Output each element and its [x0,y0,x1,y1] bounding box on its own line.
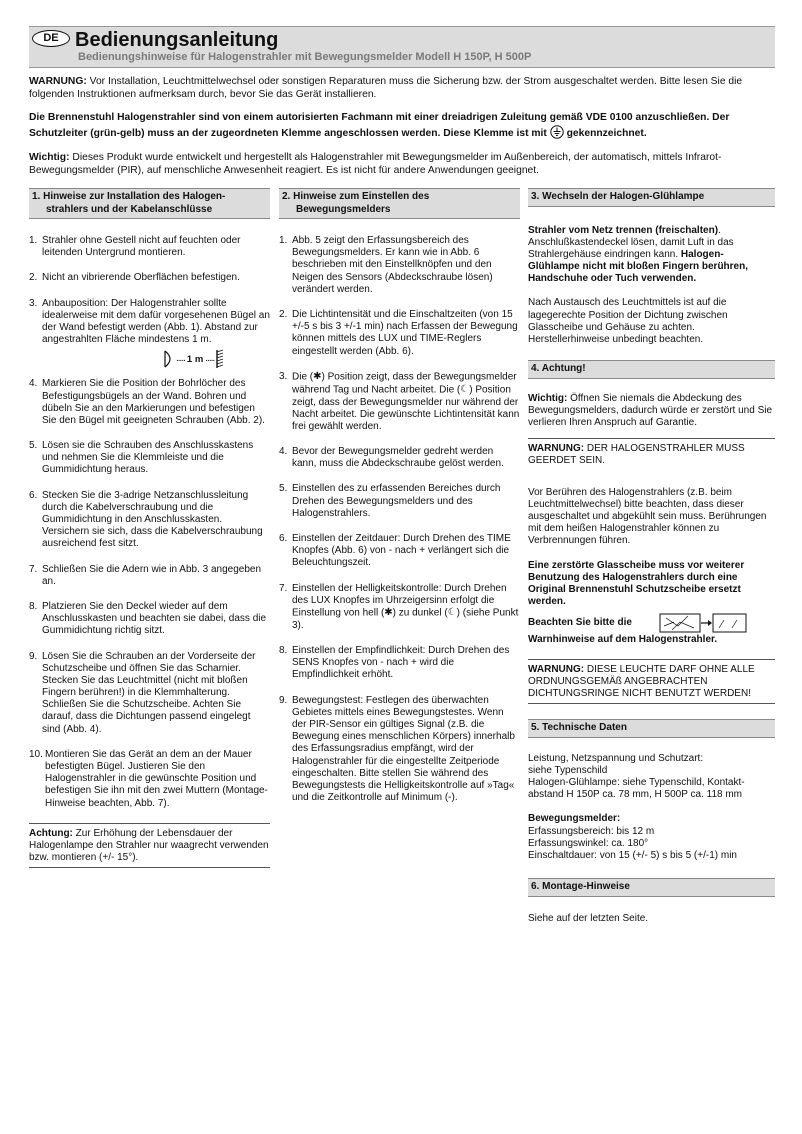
list-item: 5. Einstellen des zu erfassenden Bereiches durch Drehen des Bewegungsmelders und des Halogenstrahlers. [279,483,501,519]
observe-line2: Warnhinweise auf dem Halogenstrahler. [528,634,718,646]
wall-icon [214,349,226,369]
tech-data-motion: Bewegungsmelder: Erfassungsbereich: bis 12 m Erfassungswinkel: ca. 180° Einschaltdauer: von 15 (+/- 5) s bis 5 (+/-1) min [528,813,737,861]
important-text: Dieses Produkt wurde entwickelt und hergestellt als Halogenstrahler mit Bewegungsmelder im Außenbereich, der automatisch, mittels Infrarot-Bewegungsmelder (PIR), auf menschliche Anwesenheit reagiert. Es ist nicht für andere Anwendungen geeignet. [29,152,722,176]
observe-warnings [528,612,775,646]
moon-icon: ☾ [460,383,470,395]
document-subtitle: Bedienungshinweise für Halogenstrahler mit Bewegungsmelder Modell H 150P, H 500P [78,51,532,63]
list-item: 8. Einstellen der Empfindlichkeit: Durch Drehen des SENS Knopfes von - nach + wird die Empfindlichkeit erhöht. [279,645,510,681]
distance-label: 1 m [186,353,204,365]
dotted-line-left: ..... [176,353,185,365]
list-item: 7. Schließen Sie die Adern wie in Abb. 3 angegeben an. [29,563,262,587]
grounding-warning: WARNUNG: DER HALOGENSTRAHLER MUSS GEERDET SEIN. [528,438,775,470]
list-item: 6. Einstellen der Zeitdauer: Durch Drehen des TIME Knopfes (Abb. 6) von - nach + verlängert sich die Beleuchtungszeit. [279,533,511,569]
section-4-heading: 4. Achtung! [528,360,775,379]
section-2-title-line2: Bewegungsmelders [296,203,391,215]
section-1-title-line1: 1. Hinweise zur Installation des Halogen- [32,191,226,202]
lifetime-note [29,823,270,869]
list-item: 4. Markieren Sie die Position der Bohrlöcher des Befestigungsbügels an der Wand. Bohren und dübeln Sie an den Markierungen und befestigen Sie den Bügel mit geeigneten Schrauben (Abb. 2). [29,378,265,426]
list-item: 2. Nicht an vibrierende Oberflächen befestigen. [29,272,240,284]
mounting-reference-text: Siehe auf der letzten Seite. [528,912,649,924]
installation-steps [29,235,270,810]
motion-sensor-steps [279,235,520,804]
list-item: 6. Stecken Sie die 3-adrige Netzanschlussleitung durch die Kabelverschraubung und die Gummidichtung in den Anschlusskasten. Versichern sie sich, dass die Kabelverschraubung ausreichend fest sitzt. [29,489,263,550]
seal-ring-warning: WARNUNG: DIESE LEUCHTE DARF OHNE ALLE ORDNUNGSGEMÄß ANGEBRACHTEN DICHTUNGSRINGE NICHT BENUTZT WERDEN! [528,659,775,705]
note-label: Achtung: [29,827,73,839]
section-3-heading: 3. Wechseln der Halogen-Glühlampe [528,188,775,207]
cover-warning-text: Wichtig: Öffnen Sie niemals die Abdeckung des Bewegungsmelders, dadurch würde er zerstört und Sie verlieren Ihren Anspruch auf Garantie. [528,392,773,429]
moon-icon: ☾ [447,606,457,618]
protective-earth-icon [550,125,564,139]
important-label: Wichtig: [29,152,70,163]
sun-icon: ✱ [313,370,322,382]
sun-icon: ✱ [384,606,393,618]
column-installation [29,188,270,868]
observe-line1: Beachten Sie bitte die [528,617,632,629]
lamp-change-text: Strahler vom Netz trennen (freischalten). Anschlußkastendeckel lösen, damit Luft in das Strahlergehäuse eindringen kann. Halogen-Glühlampe nicht mit bloßen Fingern berühren, Handschuhe oder Tuch verwenden. [528,224,749,285]
broken-glass-replacement-icon [658,612,748,634]
list-item: 2. Die Lichtintensität und die Einschaltzeiten (von 15 +/-5 s bis 3 +/-1 min) nach Erfassen der Bewegung können mittels des LUX und TIME-Reglers eingestellt werden (Abb. 6). [279,308,518,357]
list-item: 3. Anbauposition: Der Halogenstrahler sollte idealerweise mit dem dafür vorgesehenen Bügel an der Wand befestigt werden (Abb. 1). Abstand zur angestrahlten Fläche mindestens 1 m. ..... 1 m ..... [29,298,270,371]
section-2-title-line1: 2. Hinweise zum Einstellen des [282,191,430,202]
touch-warning-text: Vor Berühren des Halogenstrahlers (z.B. beim Leuchtmittelwechsel) bitte beachten, dass dieser ausgeschaltet und abgekühlt sein muss. Berührungen mit dem heißen Halogenstrahler können zu Verbrennungen führen. [528,486,767,547]
list-item: 9. Lösen Sie die Schrauben an der Vorderseite der Schutzscheibe und öffnen Sie das Scharnier. Stecken Sie das Leuchtmittel (nicht mit bloßen Fingern berühren!) in die Klemmhalterung. Schließen Sie die Schutzscheibe. Achten Sie darauf, dass die Dichtungen passend eingelegt sind (Abb. 4). [29,650,256,735]
tech-data-general: Leistung, Netzspannung und Schutzart: siehe Typenschild Halogen-Glühlampe: siehe Typenschild, Kontakt- abstand H 150P ca. 78 mm, H 500P ca. 118 mm [528,752,745,801]
section-5-heading: 5. Technische Daten [528,719,775,738]
list-item: 1. Abb. 5 zeigt den Erfassungsbereich des Bewegungsmelders. Er kann wie in Abb. 6 beschrieben mit den Einstellknöpfen und den Neigen des Sensors (Abdeckschraube lösen) verändert werden. [279,235,493,295]
list-item: 7. Einstellen der Helligkeitskontrolle: Durch Drehen des LUX Knopfes im Uhrzeigersinn erfolgt die Einstellung von hell (✱) zu dunkel (☾) (siehe Punkt 3). [279,582,519,631]
install-text: Die Brennenstuhl Halogenstrahler sind von einem autorisierten Fachmann mit einer dreiadrigen Zuleitung gemäß VDE 0100 anzuschließen. Der Schutzleiter (grün-gelb) muss an der zugeordneten Klemme angeschlossen werden. Diese Klemme ist mit [29,112,730,139]
list-item: 5. Lösen sie die Schrauben des Anschlusskastens und nehmen Sie die Klemmleiste und die Gummidichtung heraus. [29,440,254,476]
note-text: Zur Erhöhung der Lebensdauer der Halogenlampe den Strahler nur waagrecht verwenden bzw. montieren (+/- 15°). [29,827,269,864]
warning-text: Vor Installation, Leuchtmittelwechsel oder sonstigen Reparaturen muss die Sicherung bzw. der Strom ausgeschaltet werden. Bitte lesen Sie die folgenden Instruktionen aufmerksam durch, bevor Sie das Gerät installieren. [29,76,743,100]
install-text-end: gekennzeichnet. [566,127,647,139]
section-6-heading: 6. Montage-Hinweise [528,878,775,897]
seal-position-text: Nach Austausch des Leuchtmittels ist auf die lagegerechte Position der Dichtung zwischen Glasscheibe und Gehäuse zu achten. Herstellerhinweise unbedingt beachten. [528,297,728,345]
list-item: 1. Strahler ohne Gestell nicht auf feuchten oder leitenden Untergrund montieren. [29,235,241,259]
intro-install [29,112,775,141]
column-motion-sensor [279,188,520,817]
section-1-title-line2: strahlers und der Kabelanschlüsse [46,203,213,215]
list-item: 9. Bewegungstest: Festlegen des überwachten Gebietes mittels eines Bewegungstestes. Wenn der PIR-Sensor ein gültiges Signal (z.B. die Bewegung eines menschlichen Körpers) innerhalb des Erfassungsradius empfängt, wird der Halogenstrahler für die eingestellte Zeitperiode eingeschalten. Bitte stellen Sie während des Bewegungstests die Helligkeitskontrolle auf »Tag« und die Zeitkontrolle auf Minimum (-). [279,694,515,804]
list-item: 3. Die (✱) Position zeigt, dass der Bewegungsmelder während Tag und Nacht arbeitet. Die (☾) Position zeigt, dass der Bewegungsmelder nur während der Nacht arbeitet. Die gewünschte Lichtintensität kann frei gewählt werden. [279,370,520,432]
document-title: Bedienungsanleitung [75,29,279,51]
list-item: 8. Platzieren Sie den Deckel wieder auf dem Anschlusskasten und beachten sie dabei, dass die Gummidichtung richtig sitzt. [29,600,267,637]
section-1-heading [29,188,270,219]
intro-important [29,152,775,178]
dotted-line-right: ..... [205,353,215,365]
section-2-heading [279,188,520,219]
language-badge: DE [32,30,70,47]
distance-figure [162,348,270,370]
list-item: 10. Montieren Sie das Gerät an dem an der Mauer befestigten Bügel. Justieren Sie den Halogenstrahler in die gewünschte Position und befestigen Sie ihn mit den zwei Muttern (Montage-Hinweise beachten, Abb. 7). [29,748,268,809]
broken-glass-text: Eine zerstörte Glasscheibe muss vor weiterer Benutzung des Halogenstrahlers durch eine Original Brennenstuhl Schutzscheibe ersetzt werden. [528,559,745,608]
warning-label: WARNUNG: [29,76,87,87]
list-item: 4. Bevor der Bewegungsmelder gedreht werden kann, muss die Abdeckschraube gelöst werden. [279,446,504,470]
intro-warning [29,76,775,102]
floodlight-icon [162,350,176,368]
column-maintenance [528,188,775,925]
